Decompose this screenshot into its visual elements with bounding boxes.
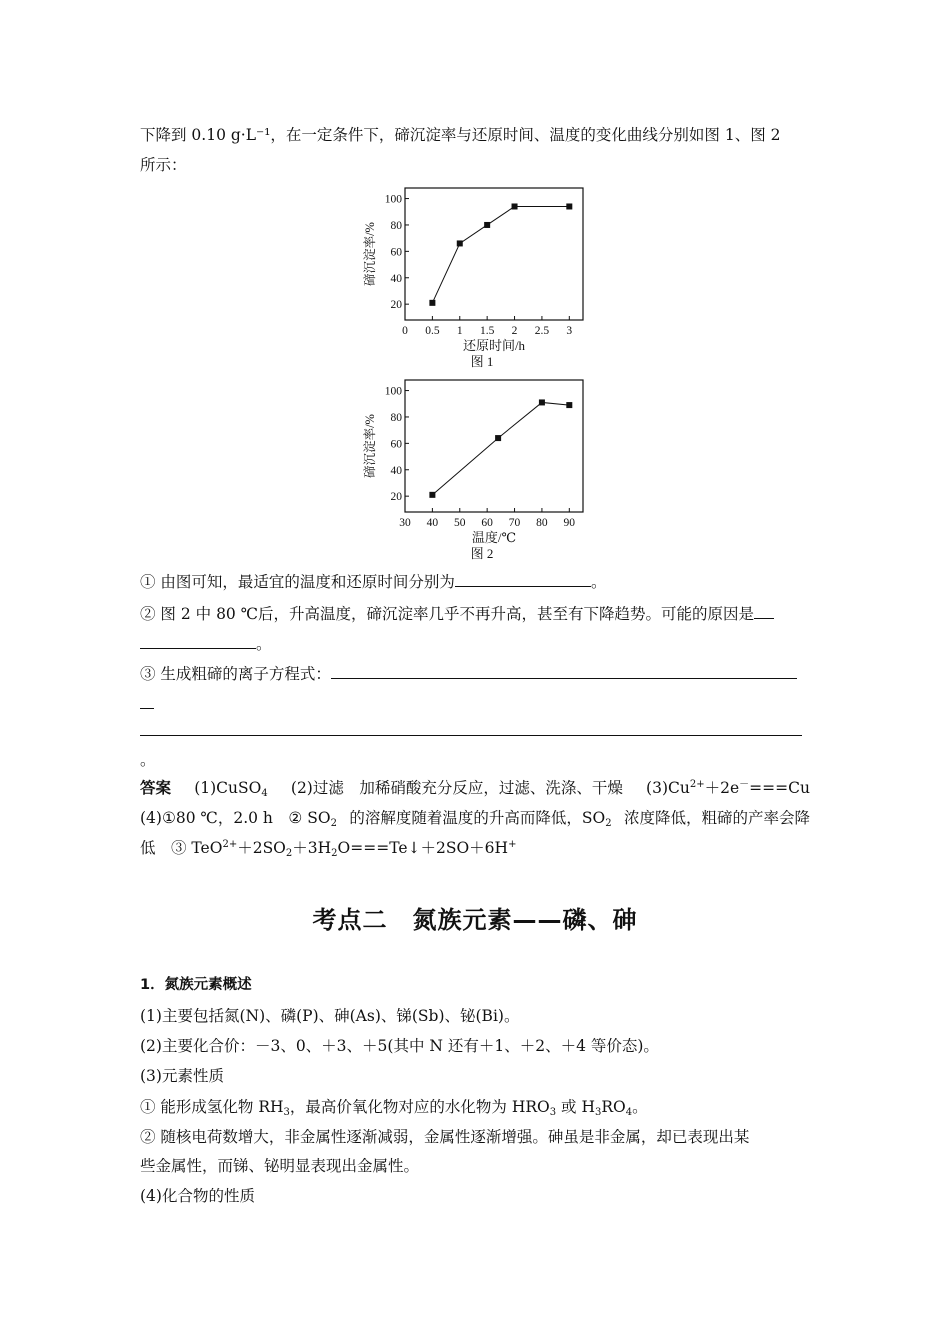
paragraph-4: ① 能形成氢化物 $RH_3$，最高价氧化物对应的水化物为 $HRO_3$ 或 $H_3RO_4$。 (140, 1098, 648, 1118)
y-tick-label: 100 (384, 193, 402, 206)
x-tick-label: 1 (456, 325, 463, 337)
x-axis-label: 温度/℃ (471, 530, 517, 545)
y-tick-label: 20 (390, 299, 402, 312)
question-1-text: ① 由图可知，最适宜的温度和还原时间分别为 (140, 573, 455, 591)
y-tick-label: 100 (384, 385, 402, 398)
answer-blank-1[interactable] (455, 571, 591, 587)
x-tick-label: 2.5 (534, 325, 550, 337)
question-1 (140, 571, 606, 592)
x-tick-label: 50 (454, 517, 466, 529)
question-2-text: ② 图 2 中 80 ℃后，升高温度，碲沉淀率几乎不再升高，甚至有下降趋势。可能的原因是 (140, 605, 755, 623)
question-2 (140, 603, 774, 624)
y-tick-label: 80 (390, 219, 402, 232)
data-point (512, 203, 518, 209)
x-tick-label: 30 (399, 517, 411, 529)
data-point (539, 399, 545, 405)
answer-part-4b: 的溶解度随着温度的升高而降低，$SO_2$ (349, 809, 612, 829)
y-axis-label: 碲沉淀率/% (363, 222, 377, 286)
x-tick-label: 3 (566, 325, 573, 337)
data-point (457, 240, 463, 246)
y-tick-label: 40 (390, 272, 402, 285)
data-point (566, 402, 572, 408)
answer-part-4c: 浓度降低，粗碲的产率会降 (623, 809, 810, 827)
question-2-end: 。 (256, 635, 272, 653)
answer-blank-3b[interactable] (140, 693, 154, 709)
answer-label: 答案 (140, 779, 172, 797)
data-point (484, 222, 490, 228)
section-title: 考点二 氮族元素——磷、砷 (312, 906, 638, 934)
question-3 (140, 663, 797, 684)
series-line (432, 402, 569, 494)
question-2-cont (140, 633, 272, 654)
x-tick-label: 0.5 (425, 325, 440, 337)
paragraph-7: (4)化合物的性质 (140, 1187, 255, 1205)
paragraph-1: (1)主要包括氮(N)、磷(P)、砷(As)、锑(Sb)、铋(Bi)。 (140, 1007, 520, 1025)
answer-part-4a: (4)①80 ℃，2.0 h ② $SO_2$ (140, 809, 337, 829)
x-tick-label: 2 (511, 325, 518, 337)
chart-title: 图 1 (470, 354, 494, 369)
y-tick-label: 40 (390, 464, 402, 477)
series-line (432, 206, 569, 302)
answer-line-1 (140, 778, 810, 798)
paragraph-6: 些金属性，而锑、铋明显表现出金属性。 (140, 1157, 420, 1175)
paragraph-3: (3)元素性质 (140, 1067, 224, 1085)
paragraph-5: ② 随核电荷数增大，非金属性逐渐减弱，金属性逐渐增强。砷虽是非金属，却已表现出某 (140, 1128, 750, 1146)
y-tick-label: 20 (390, 491, 402, 504)
question-3-end: 。 (140, 751, 156, 769)
answer-blank-2a[interactable] (754, 603, 774, 619)
x-tick-label: 80 (536, 517, 548, 529)
answer-blank-2b[interactable] (140, 633, 256, 649)
answer-blank-3c[interactable] (140, 720, 802, 736)
y-tick-label: 60 (390, 438, 402, 451)
chart-figure-2 (355, 372, 595, 562)
question-1-end: 。 (590, 573, 607, 591)
data-point (429, 492, 435, 498)
data-point (566, 203, 572, 209)
y-axis-label: 碲沉淀率/% (363, 414, 377, 478)
intro-line-1: 下降到 0.10 g·L⁻¹，在一定条件下，碲沉淀率与还原时间、温度的变化曲线分别如图 1、图 2 (140, 126, 781, 144)
question-3-cont2 (140, 720, 802, 741)
question-3-cont1 (140, 693, 154, 714)
answer-line-3: 低 ③ $TeO^{2+}+2SO_2+3H_2O===Te↓+2SO+6H^+$ (140, 839, 517, 859)
x-tick-label: 40 (426, 517, 439, 529)
intro-line-2: 所示： (140, 156, 187, 174)
y-tick-label: 80 (390, 411, 402, 424)
x-tick-label: 70 (508, 517, 521, 529)
answer-part-3: $(3)Cu^{2+}+2e^-===Cu$ (646, 779, 810, 797)
paragraph-2: (2)主要化合价：－3、0、＋3、＋5(其中 N 还有＋1、＋2、＋4 等价态)。 (140, 1037, 659, 1055)
answer-line-2 (140, 808, 810, 828)
data-point (495, 435, 501, 441)
x-tick-label: 0 (402, 325, 408, 337)
answer-part-2: (2)过滤 加稀硝酸充分反应，过滤、洗涤、干燥 (290, 779, 623, 797)
subsection-heading-1: 1．氮族元素概述 (140, 977, 252, 993)
answer-part-1: (1)CuSO$_4$ (194, 779, 268, 799)
answer-blank-3a[interactable] (331, 663, 797, 679)
x-tick-label: 90 (563, 517, 576, 529)
data-point (429, 300, 435, 306)
y-tick-label: 60 (390, 246, 402, 259)
chart-figure-1 (355, 180, 595, 370)
x-axis-label: 还原时间/h (462, 338, 526, 353)
x-tick-label: 60 (481, 517, 493, 529)
question-3-text: ③ 生成粗碲的离子方程式： (140, 665, 331, 683)
chart-title: 图 2 (470, 546, 494, 561)
x-tick-label: 1.5 (479, 325, 495, 337)
